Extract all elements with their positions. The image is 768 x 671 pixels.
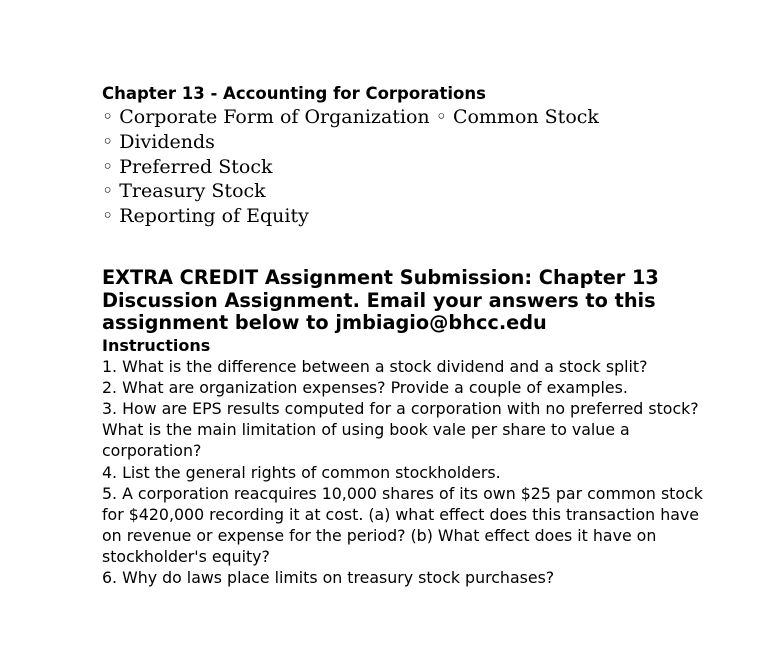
chapter-heading: Chapter 13 - Accounting for Corporations (102, 84, 486, 103)
topic-item: ◦ Corporate Form of Organization ◦ Common Stock (102, 106, 599, 128)
question-item: 5. A corporation reacquires 10,000 shares of its own $25 par common stock for $420,000 recording it at cost. (a) what effect does this transaction have on revenue or expense for the period? (b) What effect does it have on stockholder's equity? (102, 483, 703, 566)
assignment-title-text: EXTRA CREDIT Assignment Submission: Chapter 13 Discussion Assignment. Email your answers to this assignment below to (102, 265, 659, 335)
topic-item: ◦ Reporting of Equity (102, 205, 309, 228)
topic-list (102, 105, 722, 229)
question-item: 1. What is the difference between a stock dividend and a stock split? (102, 357, 648, 377)
email-link[interactable]: jmbiagio@bhcc.edu (335, 311, 547, 335)
question-list (102, 356, 722, 588)
question-item: 2. What are organization expenses? Provide a couple of examples. (102, 378, 628, 398)
topic-item: ◦ Dividends (102, 130, 215, 153)
topic-item: ◦ Treasury Stock (102, 180, 266, 203)
document-body (102, 83, 722, 588)
question-item: 6. Why do laws place limits on treasury stock purchases? (102, 568, 555, 588)
question-item: 4. List the general rights of common stockholders. (102, 462, 501, 482)
question-item: 3. How are EPS results computed for a corporation with no preferred stock? What is the main limitation of using book vale per share to value a corporation? (102, 399, 699, 461)
instructions-heading: Instructions (102, 336, 211, 356)
topic-item: ◦ Preferred Stock (102, 155, 273, 178)
assignment-title (102, 267, 722, 335)
